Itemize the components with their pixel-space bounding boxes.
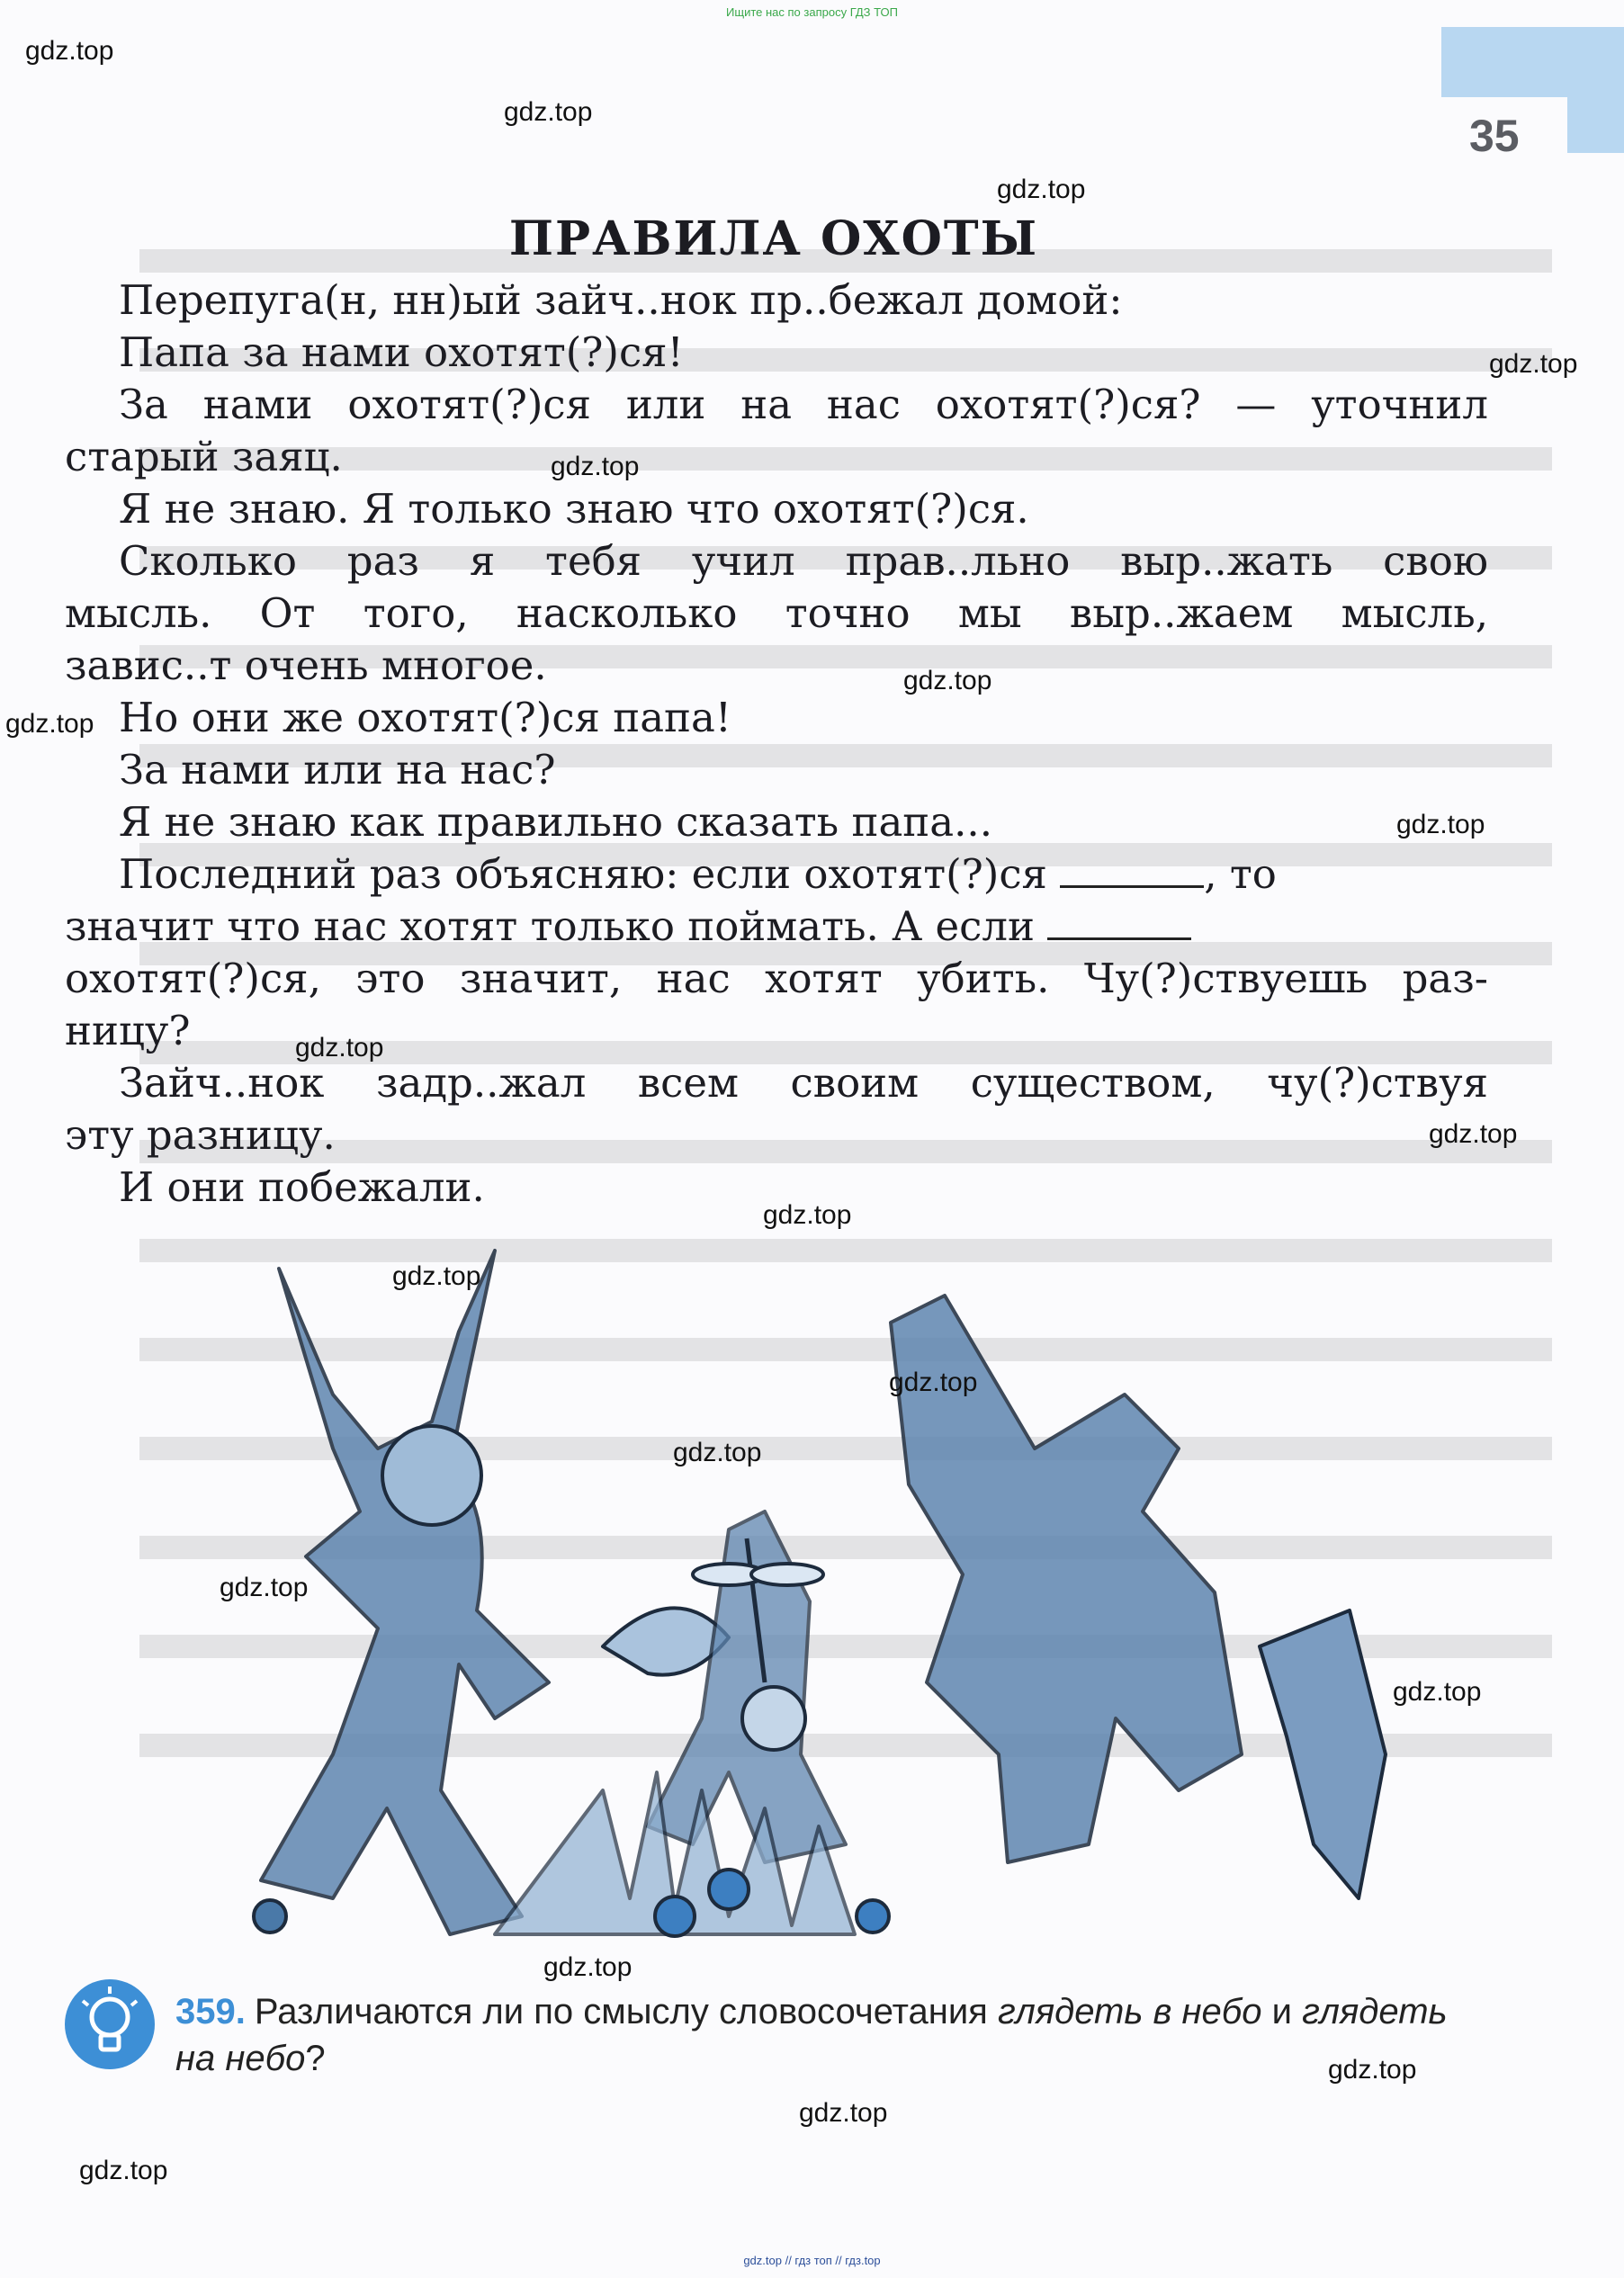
- watermark: gdz.top: [5, 709, 94, 739]
- text-line: Папа за нами охотят(?)ся!: [119, 328, 684, 376]
- text-line: Зайч..нок задр..жал всем своим существом, чу(?)ствуя: [119, 1059, 1488, 1107]
- watermark: gdz.top: [799, 2098, 888, 2128]
- text-line: старый заяц.: [65, 433, 343, 480]
- phrase-one: глядеть в небо: [997, 1992, 1262, 2031]
- story-text: [65, 274, 1488, 1214]
- story-title: ПРАВИЛА ОХОТЫ: [508, 211, 1039, 266]
- text-line: Сколько раз я тебя учил прав..льно выр..жать свою: [119, 537, 1488, 585]
- text-line: За нами или на нас?: [119, 746, 556, 794]
- watermark: gdz.top: [1429, 1119, 1518, 1149]
- watermark: gdz.top: [997, 175, 1086, 204]
- watermark: gdz.top: [889, 1368, 978, 1397]
- page-number: 35: [1469, 111, 1520, 161]
- watermark: gdz.top: [673, 1438, 762, 1467]
- text-fragment: Последний раз объясняю: если охотят(?)ся: [119, 850, 1047, 898]
- header-note: Ищите нас по запросу ГДЗ ТОП: [726, 5, 898, 19]
- text-fragment: значит что нас хотят только поймать. А если: [65, 902, 1035, 950]
- exercise-text: ?: [305, 2039, 326, 2078]
- answer-blank: [1060, 855, 1204, 888]
- lightbulb-icon: [65, 1979, 155, 2069]
- text-line: [65, 848, 1488, 901]
- watermark: gdz.top: [1328, 2055, 1417, 2085]
- watermark: gdz.top: [392, 1261, 481, 1291]
- exercise-359: [175, 1988, 1491, 2082]
- text-line: И они побежали.: [119, 1163, 485, 1211]
- watermark: gdz.top: [220, 1573, 309, 1602]
- watermark: gdz.top: [504, 97, 593, 127]
- text-line: эту разницу.: [65, 1111, 336, 1159]
- text-line: завис..т очень многое.: [65, 641, 547, 689]
- exercise-text: Различаются ли по смыслу словосочетания: [254, 1992, 998, 2031]
- answer-blank: [1047, 907, 1191, 940]
- text-line: [65, 901, 1488, 953]
- exercise-text: и: [1261, 1992, 1303, 2031]
- watermark: gdz.top: [25, 36, 114, 66]
- exercise-number: 359.: [175, 1992, 246, 2031]
- phrase-two: глядеть на небо: [175, 1992, 1448, 2078]
- watermark: gdz.top: [1393, 1677, 1482, 1707]
- watermark: gdz.top: [79, 2156, 168, 2185]
- text-line: мысль. От того, насколько точно мы выр..жаем мысль,: [65, 589, 1488, 637]
- text-line: Я не знаю как правильно сказать папа...: [119, 798, 993, 846]
- text-line: За нами охотят(?)ся или на нас охотят(?)ся? — уточнил: [119, 381, 1488, 428]
- text-line: Я не знаю. Я только знаю что охотят(?)ся.: [119, 485, 1029, 533]
- watermark: gdz.top: [903, 666, 992, 695]
- footer-note: gdz.top // гдз топ // гдз.top: [743, 2254, 881, 2267]
- watermark: gdz.top: [295, 1033, 384, 1063]
- watermark: gdz.top: [543, 1952, 633, 1982]
- text-line: ницу?: [65, 1007, 191, 1054]
- text-fragment: , то: [1204, 850, 1277, 898]
- watermark: gdz.top: [763, 1200, 852, 1230]
- watermark: gdz.top: [1396, 810, 1485, 839]
- text-line: Перепуга(н, нн)ый зайч..нок пр..бежал домой:: [119, 276, 1123, 324]
- watermark: gdz.top: [551, 452, 640, 481]
- text-line: Но они же охотят(?)ся папа!: [119, 694, 731, 741]
- text-line: охотят(?)ся, это значит, нас хотят убить. Чу(?)ствуешь раз-: [65, 955, 1488, 1002]
- watermark: gdz.top: [1489, 349, 1578, 379]
- hares-illustration: [225, 1215, 1530, 1997]
